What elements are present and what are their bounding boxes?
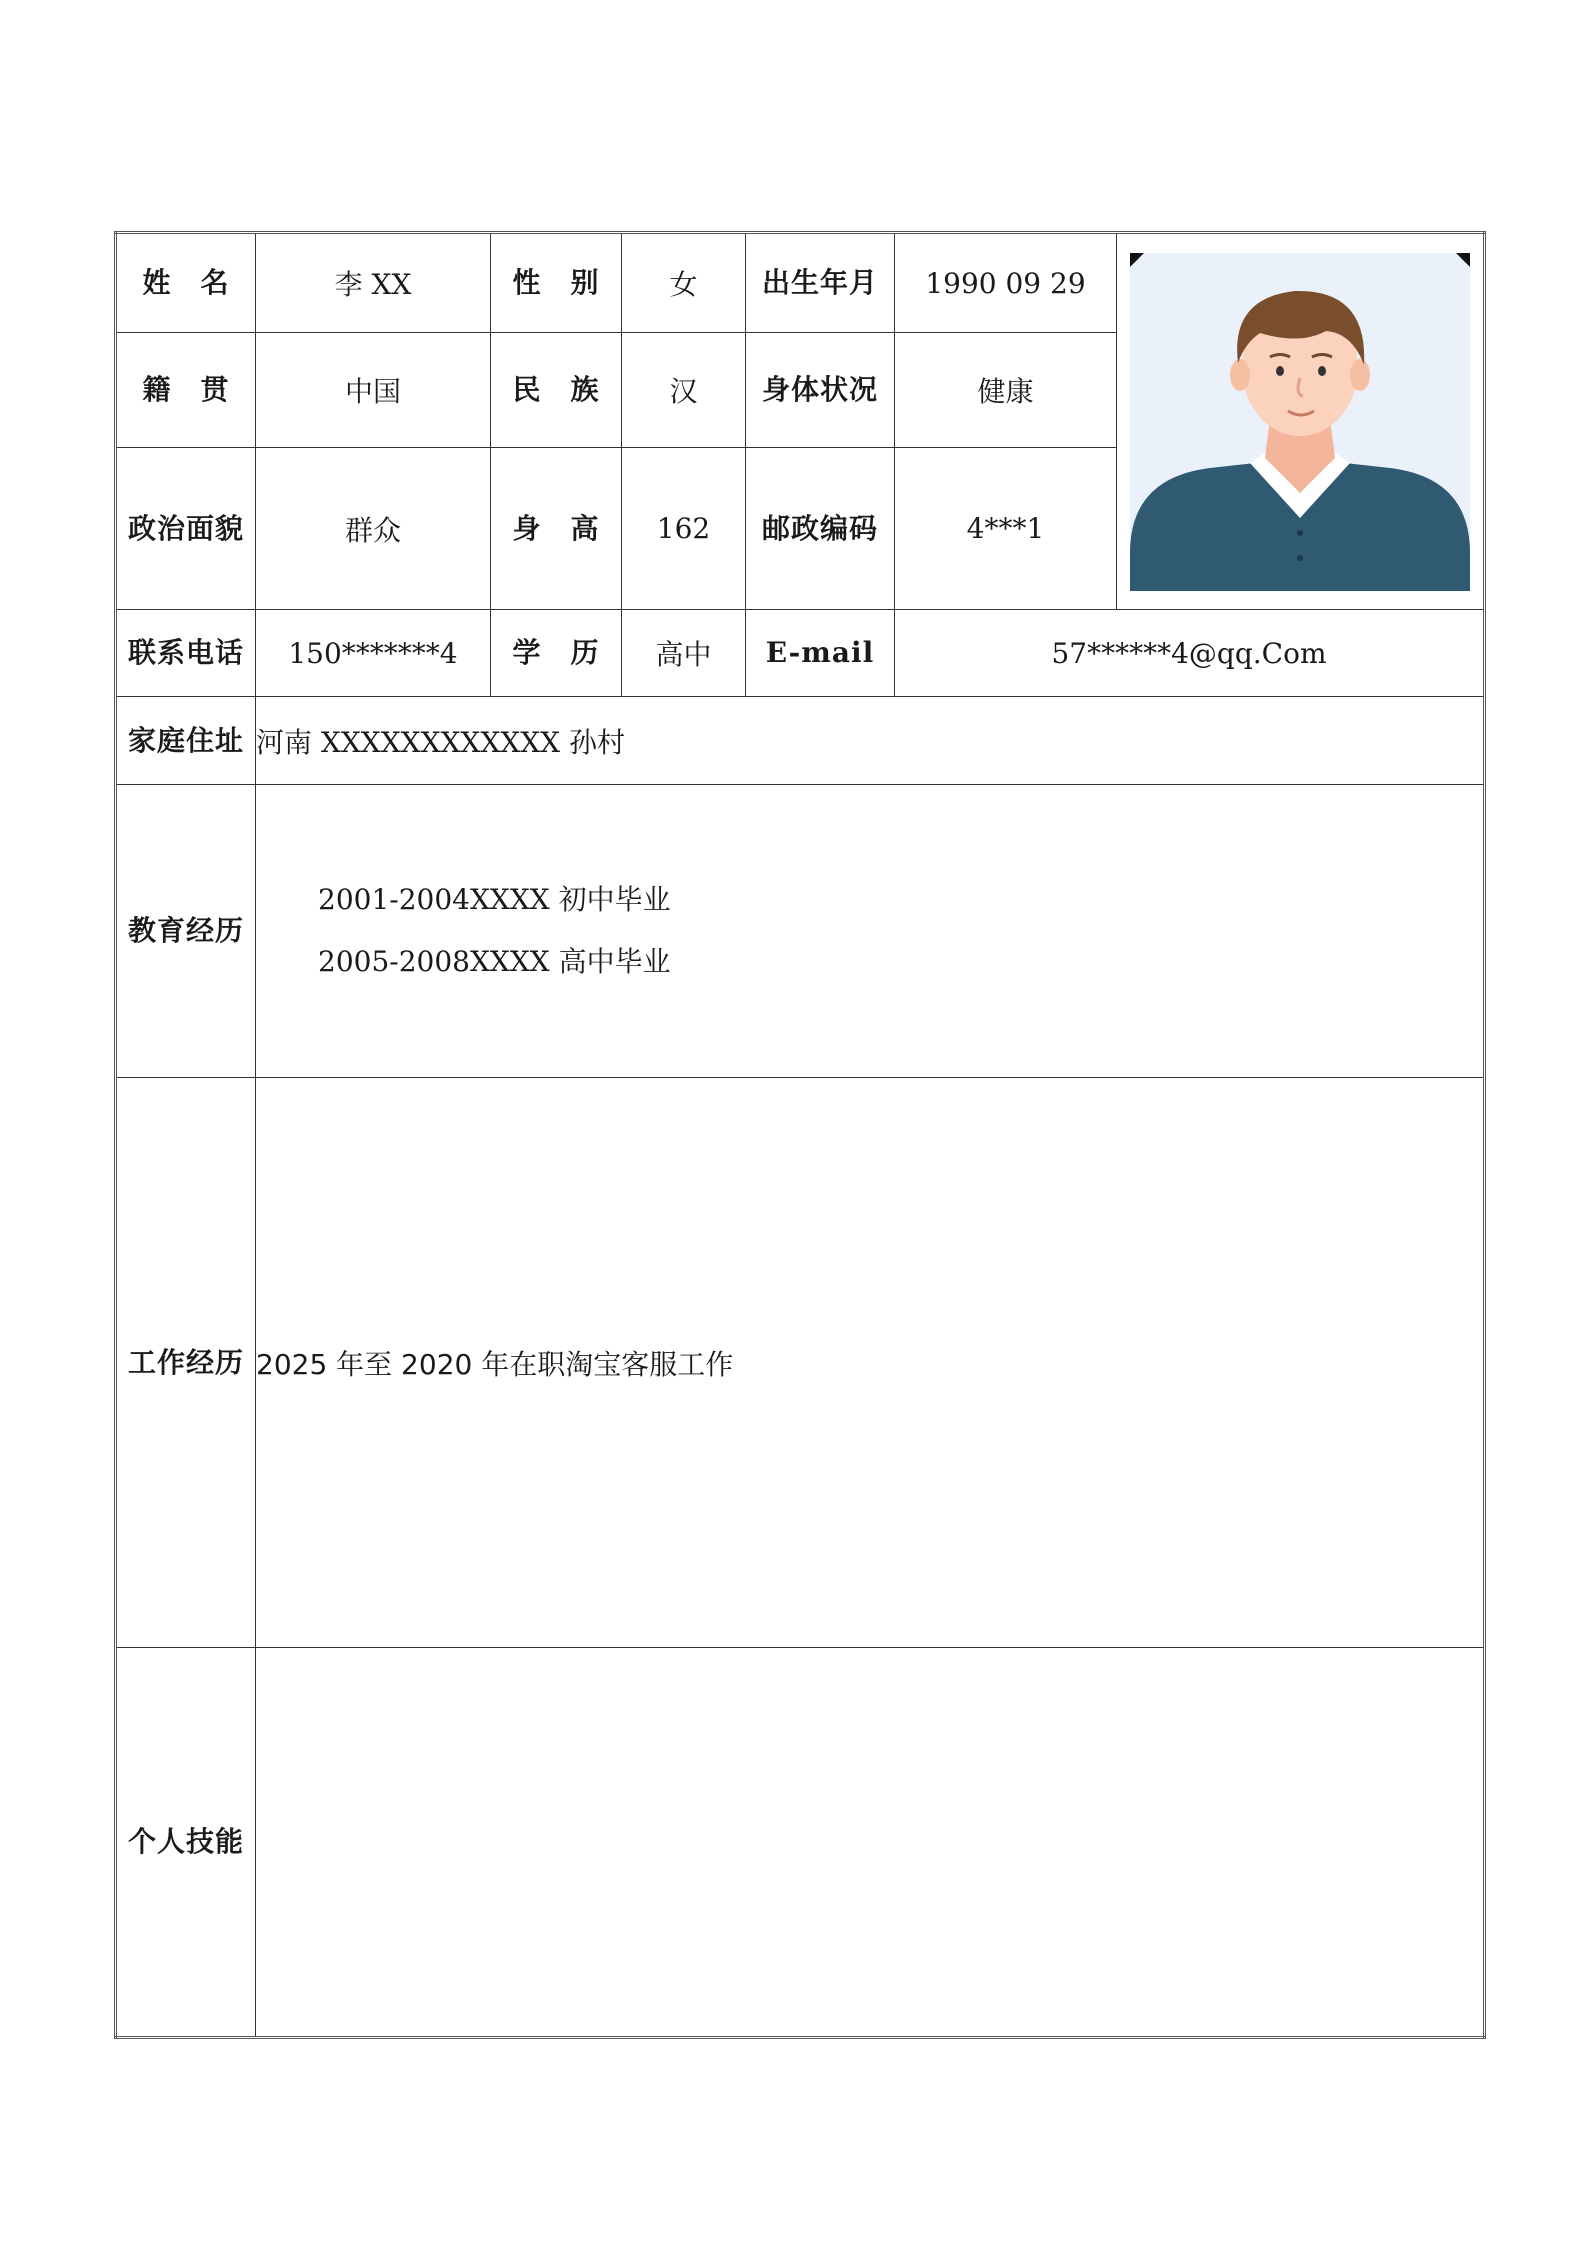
photo-cell [1117, 233, 1485, 610]
skills-text [256, 1648, 1485, 2038]
value-postcode: 4***1 [895, 448, 1117, 610]
label-postcode: 邮政编码 [746, 448, 895, 610]
value-gender: 女 [622, 233, 746, 333]
value-address: 河南 XXXXXXXXXXXX 孙村 [256, 697, 1485, 785]
value-email: 57******4@qq.Com [895, 610, 1485, 697]
value-height: 162 [622, 448, 746, 610]
value-ethnic: 汉 [622, 333, 746, 448]
label-work-history: 工作经历 [116, 1078, 256, 1648]
label-height: 身 高 [491, 448, 622, 610]
label-email: E-mail [746, 610, 895, 697]
edu-history-line: 2001-2004XXXX 初中毕业 [318, 883, 671, 916]
edu-history-line: 2005-2008XXXX 高中毕业 [318, 945, 671, 978]
value-name: 李 XX [256, 233, 491, 333]
value-health: 健康 [895, 333, 1117, 448]
edu-history-cell [256, 785, 1485, 1078]
label-edu-history: 教育经历 [116, 785, 256, 1078]
value-phone: 150*******4 [256, 610, 491, 697]
label-name: 姓 名 [116, 233, 256, 333]
label-gender: 性 别 [491, 233, 622, 333]
value-education: 高中 [622, 610, 746, 697]
label-phone: 联系电话 [116, 610, 256, 697]
label-native: 籍 贯 [116, 333, 256, 448]
avatar-illustration-icon [1130, 253, 1470, 591]
avatar [1130, 253, 1470, 591]
value-birth: 1990 09 29 [895, 233, 1117, 333]
label-birth: 出生年月 [746, 233, 895, 333]
label-education: 学 历 [491, 610, 622, 697]
value-political: 群众 [256, 448, 491, 610]
work-history-text: 2025 年至 2020 年在职淘宝客服工作 [256, 1078, 1485, 1648]
label-ethnic: 民 族 [491, 333, 622, 448]
label-health: 身体状况 [746, 333, 895, 448]
label-address: 家庭住址 [116, 697, 256, 785]
value-native: 中国 [256, 333, 491, 448]
label-political: 政治面貌 [116, 448, 256, 610]
label-skills: 个人技能 [116, 1648, 256, 2038]
resume-table [114, 231, 1486, 2039]
